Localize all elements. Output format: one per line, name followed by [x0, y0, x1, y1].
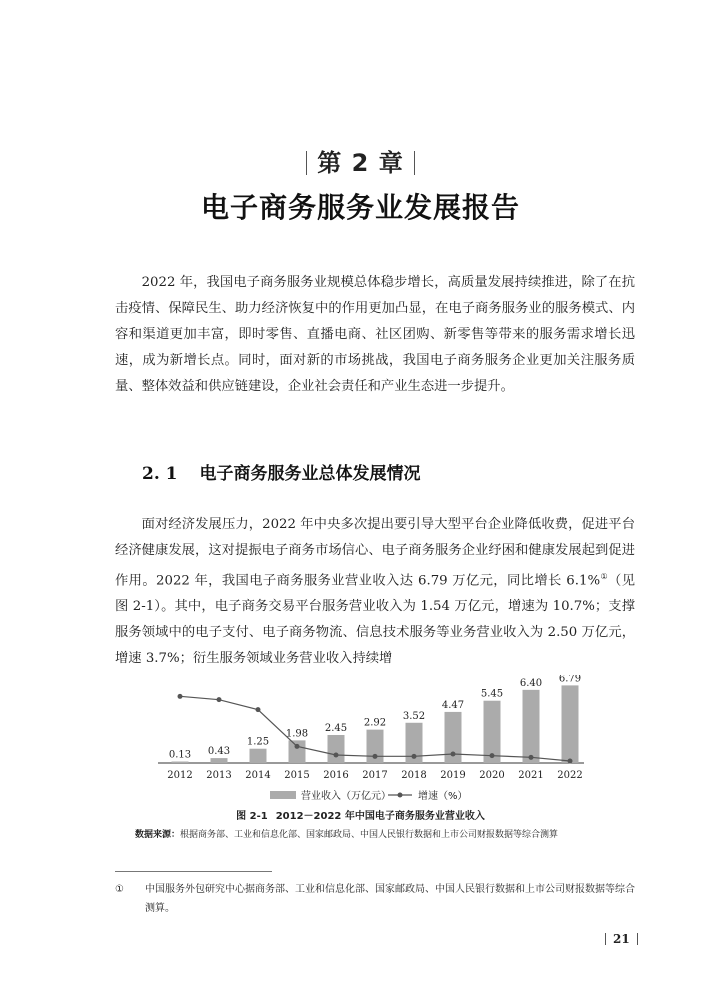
x-tick-2015: 2015 — [284, 770, 310, 781]
growth-point-2018 — [412, 754, 417, 759]
chapter-label-right-bar — [414, 151, 415, 175]
growth-point-2013 — [217, 697, 222, 702]
body-text-part1: 面对经济发展压力，2022 年中央多次提出要引导大型平台企业降低收费，促进平台经济健康发展，这对提振电子商务市场信心、电子商务服务企业纾困和健康发展起到促进作用。2022 年，我国电子商务服务业营业收入达 6.79 万亿元，同比增长 6.1% — [115, 517, 635, 589]
growth-point-2017 — [373, 754, 378, 759]
intro-paragraph: 2022 年，我国电子商务服务业规模总体稳步增长，高质量发展持续推进，除了在抗击疫情、保障民生、助力经济恢复中的作用更加凸显，在电子商务服务业的服务模式、内容和渠道更加丰富，即时零售、直播电商、社区团购、新零售等带来的服务需求增长迅速，成为新增长点。同时，面对新的市场挑战，我国电子商务服务企业更加关注服务质量、整体效益和供应链建设，企业社会责任和产业生态进一步提升。 — [115, 275, 635, 394]
data-source-text: 根据商务部、工业和信息化部、国家邮政局、中国人民银行数据和上市公司财报数据等综合测算 — [180, 830, 559, 840]
x-tick-2019: 2019 — [440, 770, 466, 781]
growth-point-2020 — [490, 753, 495, 758]
x-tick-2022: 2022 — [557, 770, 583, 781]
bar-2012 — [172, 762, 189, 763]
revenue-chart — [150, 675, 590, 805]
value-label-2015: 1.98 — [285, 728, 309, 740]
bar-2016 — [328, 735, 345, 763]
growth-point-2014 — [256, 707, 261, 712]
legend-revenue-swatch — [270, 791, 296, 799]
page-number-left-bar — [605, 933, 606, 945]
bar-2022 — [562, 685, 579, 763]
footnote — [115, 880, 635, 918]
x-tick-2018: 2018 — [401, 770, 427, 781]
page-number-right-bar — [637, 933, 638, 945]
legend-growth-marker — [398, 793, 403, 798]
bar-2014 — [250, 749, 267, 763]
value-label-2018: 3.52 — [402, 710, 426, 722]
value-label-2016: 2.45 — [324, 723, 348, 734]
growth-point-2012 — [178, 694, 183, 699]
chapter-label-text: 第 2 章 — [317, 149, 404, 177]
legend-growth-label: 增速（%） — [418, 791, 468, 802]
x-tick-2012: 2012 — [167, 770, 193, 781]
chapter-title: 电子商务服务业发展报告 — [200, 191, 520, 224]
x-tick-2017: 2017 — [362, 770, 388, 781]
figure-number: 图 2-1 — [236, 811, 268, 822]
growth-point-2021 — [529, 755, 534, 760]
x-tick-2016: 2016 — [323, 770, 349, 781]
growth-point-2022 — [568, 759, 573, 764]
footnote-mark: ① — [115, 884, 124, 895]
body-paragraph — [115, 512, 635, 672]
value-label-2019: 4.47 — [441, 699, 465, 711]
data-source-label: 数据来源： — [135, 830, 181, 840]
value-label-2017: 2.92 — [363, 717, 387, 729]
legend-revenue-label: 营业收入（万亿元） — [301, 791, 391, 802]
x-tick-2013: 2013 — [206, 770, 232, 781]
x-tick-2014: 2014 — [245, 770, 271, 781]
value-label-2021: 6.40 — [519, 677, 543, 689]
chapter-label — [0, 143, 721, 178]
data-source — [135, 827, 558, 840]
bar-2013 — [211, 758, 228, 763]
bar-2015 — [289, 740, 306, 763]
section-number: 2. 1 — [142, 464, 178, 484]
page-number-text: 21 — [613, 932, 630, 946]
footnote-reference[interactable]: ① — [600, 572, 609, 581]
figure-caption — [0, 807, 721, 822]
section-heading — [142, 459, 421, 484]
figure-caption-text: 2012－2022 年中国电子商务服务业营业收入 — [275, 811, 485, 822]
value-label-2013: 0.43 — [207, 746, 231, 758]
x-tick-2021: 2021 — [518, 770, 544, 781]
value-label-2012: 0.13 — [168, 749, 192, 761]
footnote-text: 中国服务外包研究中心据商务部、工业和信息化部、国家邮政局、中国人民银行数据和上市公司财报数据等综合测算。 — [145, 884, 635, 914]
x-tick-2020: 2020 — [479, 770, 505, 781]
growth-point-2015 — [295, 744, 300, 749]
footnote-divider — [115, 871, 272, 872]
value-label-2022: 6.79 — [558, 675, 582, 685]
growth-point-2019 — [451, 752, 456, 757]
growth-point-2016 — [334, 753, 339, 758]
bar-2021 — [523, 690, 540, 763]
value-label-2014: 1.25 — [246, 736, 270, 748]
value-label-2020: 5.45 — [480, 688, 504, 700]
page-number — [598, 932, 645, 946]
chapter-label-left-bar — [306, 151, 307, 175]
section-title: 电子商务服务业总体发展情况 — [199, 464, 421, 484]
body-text-part2: （见图 2-1）。其中，电子商务交易平台服务营业收入为 1.54 万亿元，增速为 10.7%；支撑服务领域中的电子支付、电子商务物流、信息技术服务等业务营业收入为 2.50 万亿元，增速 3.7%；衍生服务领域业务营业收入持续增 — [115, 573, 636, 667]
